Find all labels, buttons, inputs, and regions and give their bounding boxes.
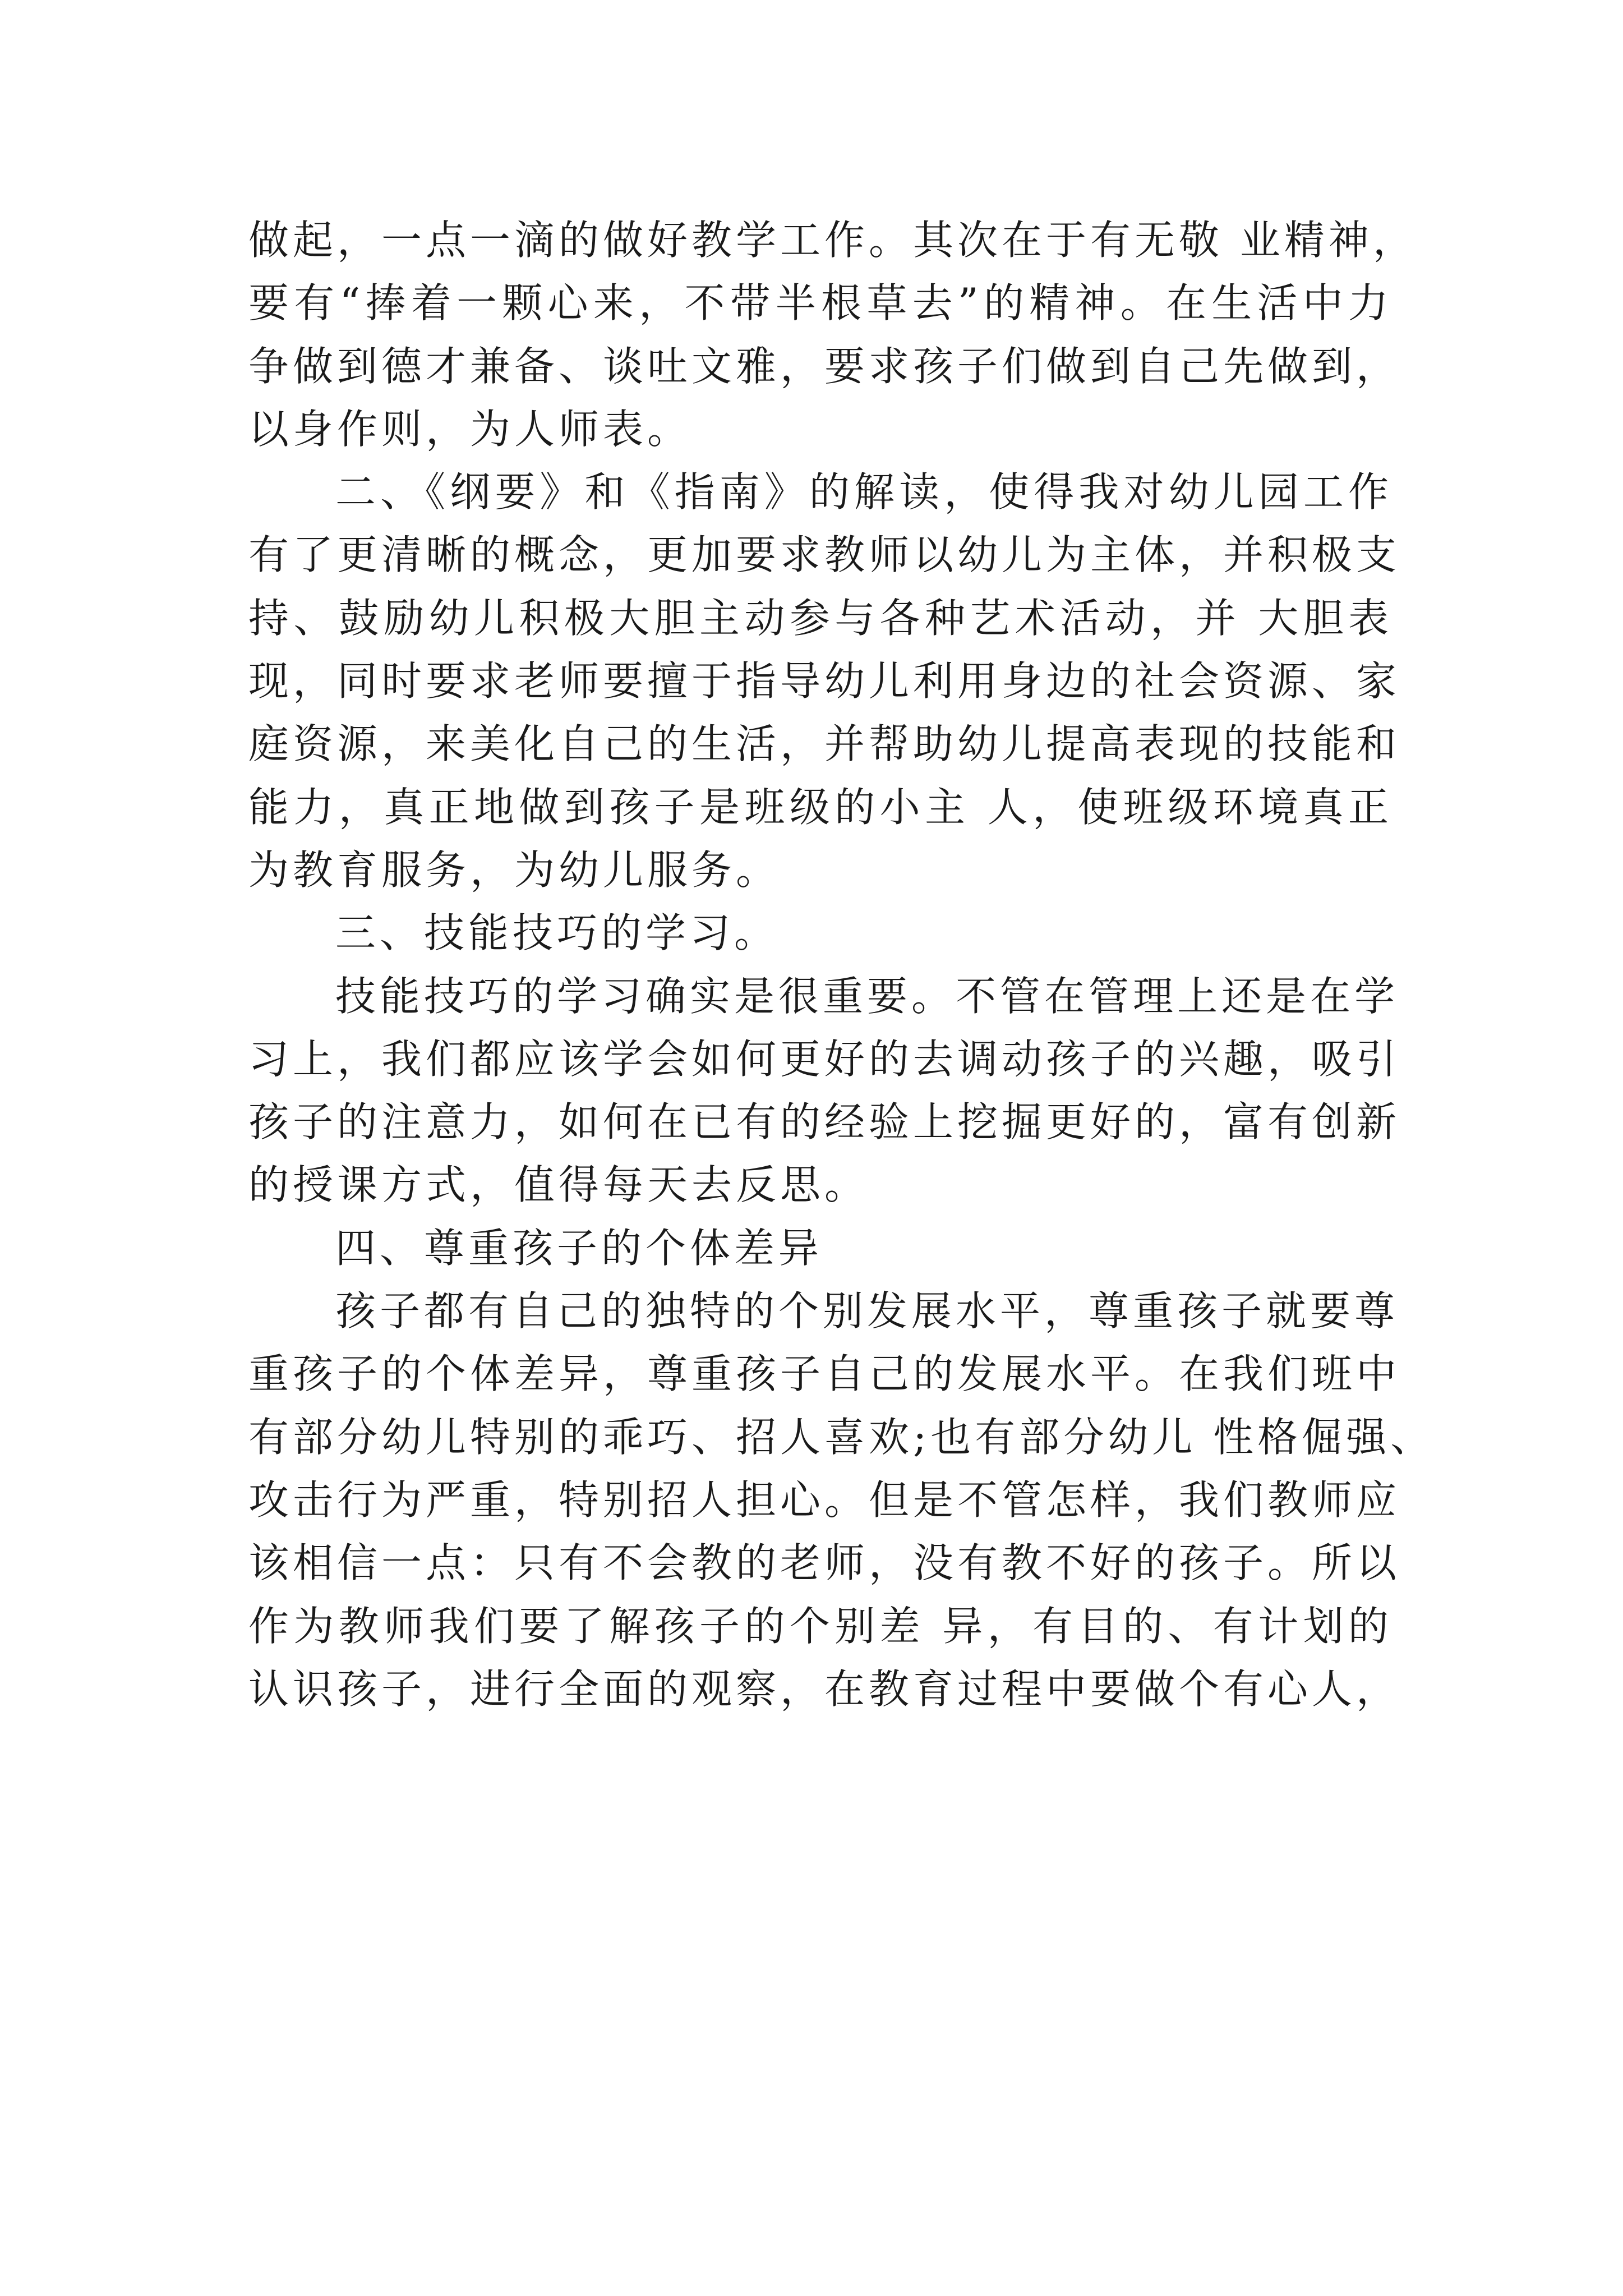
text-line: 的授课方式，值得每天去反思。 [248,1161,869,1209]
text-line: 有部分幼儿特别的乖巧、招人喜欢;也有部分幼儿 性格倔强、 [248,1413,1435,1461]
text-line: 攻击行为严重，特别招人担心。但是不管怎样，我们教师应 [248,1476,1401,1524]
text-line: 该相信一点：只有不会教的老师，没有教不好的孩子。所以 [248,1539,1401,1587]
text-line: 四、尊重孩子的个体差异 [335,1224,823,1272]
text-line: 以身作则，为人师表。 [248,405,692,453]
text-line: 孩子的注意力，如何在已有的经验上挖掘更好的，富有创新 [248,1098,1401,1146]
text-line: 孩子都有自己的独特的个别发展水平，尊重孩子就要尊 [335,1287,1399,1335]
text-line: 庭资源，来美化自己的生活，并帮助幼儿提高表现的技能和 [248,720,1401,768]
text-line: 认识孩子，进行全面的观察，在教育过程中要做个有心人， [248,1665,1401,1713]
text-line: 二、《纲要》和《指南》的解读，使得我对幼儿园工作 [335,468,1393,516]
text-line: 有了更清晰的概念，更加要求教师以幼儿为主体，并积极支 [248,531,1401,579]
text-line: 持、鼓励幼儿积极大胆主动参与各种艺术活动，并 大胆表 [248,594,1393,642]
text-line: 现，同时要求老师要擅于指导幼儿利用身边的社会资源、家 [248,657,1401,705]
text-line: 习上，我们都应该学会如何更好的去调动孩子的兴趣，吸引 [248,1035,1401,1083]
text-line: 要有“捧着一颗心来，不带半根草去”的精神。在生活中力 [248,279,1393,327]
text-line: 技能技巧的学习确实是很重要。不管在管理上还是在学 [335,972,1399,1020]
body-text [248,209,1435,1720]
text-line: 做起，一点一滴的做好教学工作。其次在于有无敬 业精神， [248,217,1417,264]
text-line: 三、技能技巧的学习。 [335,909,779,957]
text-line: 重孩子的个体差异，尊重孩子自己的发展水平。在我们班中 [248,1350,1401,1398]
text-line: 为教育服务，为幼儿服务。 [248,846,781,894]
text-line: 作为教师我们要了解孩子的个别差 异，有目的、有计划的 [248,1602,1393,1650]
text-line: 争做到德才兼备、谈吐文雅，要求孩子们做到自己先做到， [248,342,1401,390]
text-line: 能力，真正地做到孩子是班级的小主 人，使班级环境真正 [248,783,1393,831]
